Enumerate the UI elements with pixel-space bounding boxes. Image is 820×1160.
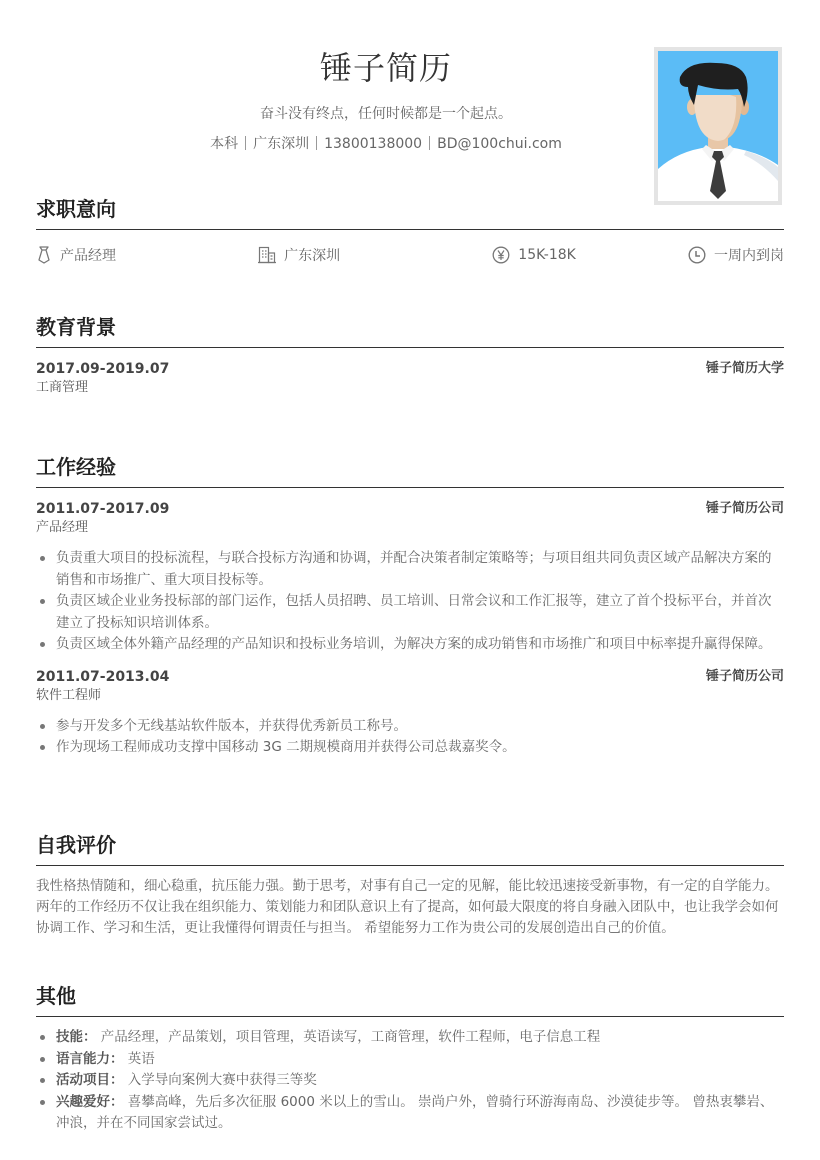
intent-label: 一周内到岗 bbox=[714, 248, 784, 264]
work-entry bbox=[36, 500, 784, 656]
motto: 奋斗没有终点，任何时候都是一个起点。 bbox=[260, 106, 512, 122]
section-job-intent bbox=[36, 196, 784, 266]
section-title: 工作经验 bbox=[36, 454, 784, 488]
work-entry bbox=[36, 668, 784, 759]
entry-major: 工商管理 bbox=[36, 380, 89, 395]
intent-label: 广东深圳 bbox=[284, 248, 341, 264]
bullet-item: 负责区域全体外籍产品经理的产品知识和投标业务培训，为解决方案的成功销售和市场推广和项目中标率提升赢得保障。 bbox=[36, 634, 784, 656]
clock-icon bbox=[688, 246, 706, 264]
divider bbox=[316, 136, 317, 150]
intent-label: 产品经理 bbox=[60, 248, 116, 264]
entry-bullets bbox=[36, 548, 784, 656]
entry-role: 产品经理 bbox=[36, 520, 89, 535]
item-key: 语言能力： bbox=[56, 1050, 124, 1067]
self-evaluation-text: 我性格热情随和，细心稳重，抗压能力强。勤于思考，对事有自己一定的见解，能比较迅速接受新事物，有一定的自学能力。 两年的工作经历不仅让我在组织能力、策划能力和团队意识上有了提高，如何最大限度的将自身融入团队中，也让我学会如何协调工作、学习和生活，更让我懂得何谓责任与担当。 希望能努力工作为贵公司的发展创造出自己的价值。 bbox=[36, 878, 779, 936]
entry-bullets bbox=[36, 716, 784, 759]
other-item-activities bbox=[36, 1070, 784, 1092]
location: 广东深圳 bbox=[253, 136, 310, 152]
section-title: 自我评价 bbox=[36, 832, 784, 866]
intent-list bbox=[36, 244, 784, 266]
item-value: 喜攀高峰，先后多次征服 6000 米以上的雪山。 崇尚户外，曾骑行环游海南岛、沙漠徒步等。 曾热衷攀岩、冲浪，并在不同国家尝试过。 bbox=[56, 1093, 774, 1131]
section-other bbox=[36, 983, 784, 1135]
contact-line bbox=[156, 134, 616, 154]
section-title: 其他 bbox=[36, 983, 784, 1017]
degree: 本科 bbox=[210, 136, 239, 152]
entry-company: 锤子简历公司 bbox=[705, 501, 784, 516]
phone: 13800138000 bbox=[324, 136, 423, 152]
intent-city bbox=[258, 245, 340, 265]
item-value: 英语 bbox=[127, 1050, 155, 1067]
work-entry-header bbox=[36, 500, 784, 518]
item-key: 兴趣爱好： bbox=[56, 1093, 124, 1110]
email[interactable]: BD@100chui.com bbox=[437, 136, 562, 152]
section-title: 教育背景 bbox=[36, 314, 784, 348]
other-item-languages bbox=[36, 1049, 784, 1071]
avatar-illustration-icon bbox=[658, 51, 778, 201]
divider bbox=[245, 136, 246, 150]
item-key: 活动项目： bbox=[56, 1072, 124, 1088]
intent-availability bbox=[688, 245, 784, 265]
section-education bbox=[36, 314, 784, 398]
entry-date: 2011.07-2013.04 bbox=[36, 668, 170, 685]
entry-role: 软件工程师 bbox=[36, 687, 102, 703]
other-item-skills bbox=[36, 1027, 784, 1049]
other-item-hobbies bbox=[36, 1092, 784, 1135]
item-value: 产品经理，产品策划，项目管理，英语读写，工商管理，软件工程师，电子信息工程 bbox=[100, 1029, 601, 1045]
section-title: 求职意向 bbox=[36, 196, 784, 230]
entry-date: 2011.07-2017.09 bbox=[36, 501, 170, 517]
section-work bbox=[36, 454, 784, 759]
work-entry-header bbox=[36, 668, 784, 686]
divider bbox=[429, 136, 430, 150]
education-entry-header bbox=[36, 360, 784, 378]
section-self-evaluation bbox=[36, 832, 784, 939]
item-key: 技能： bbox=[56, 1029, 97, 1045]
item-value: 入学导向案例大赛中获得三等奖 bbox=[127, 1072, 317, 1088]
intent-position bbox=[36, 245, 116, 265]
intent-salary bbox=[492, 246, 576, 264]
other-list bbox=[36, 1027, 784, 1135]
intent-label: 15K-18K bbox=[518, 247, 576, 263]
building-icon bbox=[258, 246, 276, 264]
entry-school: 锤子简历大学 bbox=[705, 361, 784, 376]
bullet-item: 负责重大项目的投标流程，与联合投标方沟通和协调，并配合决策者制定策略等；与项目组共同负责区域产品解决方案的销售和市场推广、重大项目投标等。 bbox=[36, 548, 784, 591]
entry-company: 锤子简历公司 bbox=[705, 668, 784, 684]
entry-date: 2017.09-2019.07 bbox=[36, 361, 170, 377]
candidate-name: 锤子简历 bbox=[319, 49, 452, 87]
profile-photo bbox=[654, 47, 782, 205]
yen-icon bbox=[492, 246, 510, 264]
resume-header bbox=[36, 44, 616, 154]
bullet-item: 参与开发多个无线基站软件版本，并获得优秀新员工称号。 bbox=[36, 716, 784, 738]
bullet-item: 作为现场工程师成功支撑中国移动 3G 二期规模商用并获得公司总裁嘉奖令。 bbox=[36, 737, 784, 759]
bullet-item: 负责区域企业业务投标部的部门运作，包括人员招聘、员工培训、日常会议和工作汇报等，建立了首个投标平台，并首次建立了投标知识培训体系。 bbox=[36, 591, 784, 634]
tie-icon bbox=[36, 246, 52, 264]
